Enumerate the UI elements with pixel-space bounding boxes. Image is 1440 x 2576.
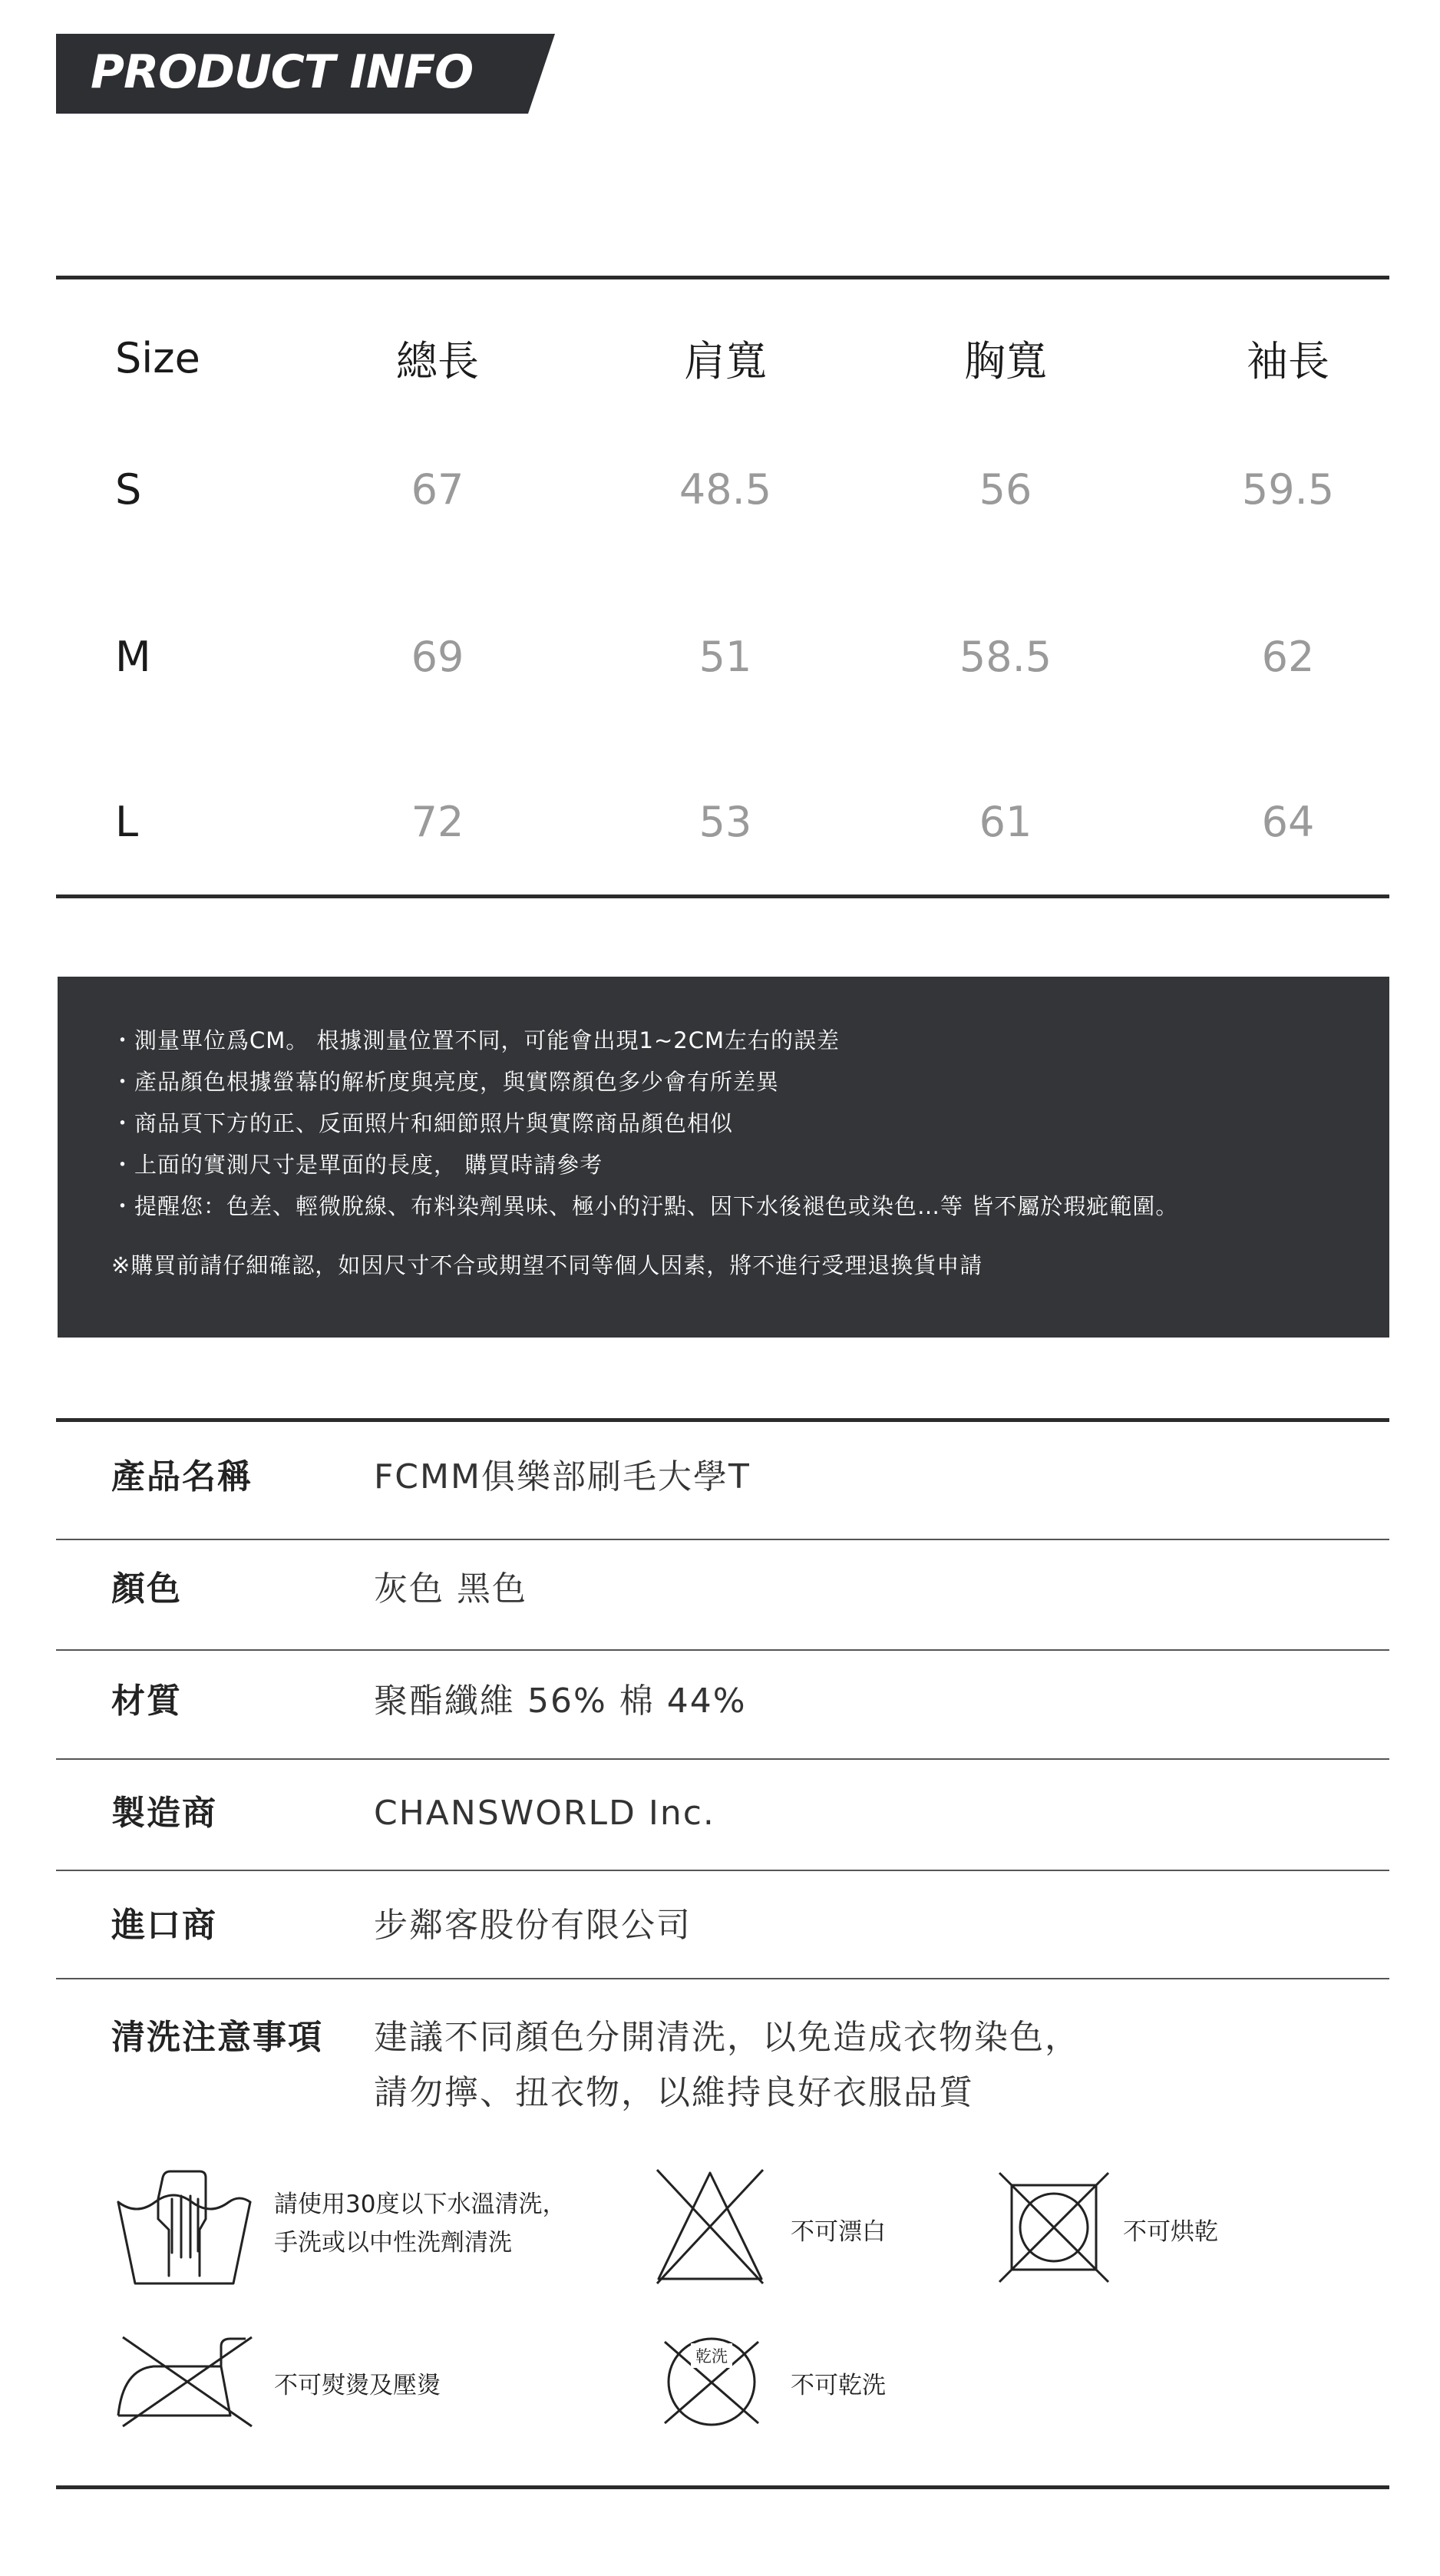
no-dry-clean-text: 不可乾洗 bbox=[791, 2372, 886, 2399]
info-table-bottom-rule bbox=[56, 2485, 1389, 2489]
table-cell: 67 bbox=[411, 465, 464, 514]
info-table-top-rule bbox=[56, 1418, 1389, 1422]
divider bbox=[56, 1870, 1389, 1871]
table-cell: 51 bbox=[699, 633, 752, 681]
notice-footer: ※購買前請仔細確認，如因尺寸不合或期望不同等個人因素，將不進行受理退換貨申請 bbox=[111, 1252, 983, 1278]
header-shoulder-width: 肩寬 bbox=[684, 337, 767, 385]
manufacturer-value: CHANSWORLD Inc. bbox=[374, 1794, 715, 1833]
care-line-1: 建議不同顏色分開清洗，以免造成衣物染色， bbox=[374, 2018, 1080, 2057]
header-sleeve-length: 袖長 bbox=[1247, 337, 1329, 385]
table-cell: 62 bbox=[1261, 633, 1315, 681]
notice-line: ・提醒您：色差、輕微脫線、布料染劑異味、極小的汙點、因下水後褪色或染色…等 皆不屬於瑕疵範圍。 bbox=[111, 1193, 1179, 1219]
product-info-banner bbox=[56, 34, 555, 114]
color-value: 灰色 黑色 bbox=[374, 1569, 527, 1609]
no-dry-clean-badge: 乾洗 bbox=[695, 2347, 728, 2366]
care-line-2: 請勿擰、扭衣物，以維持良好衣服品質 bbox=[374, 2073, 974, 2112]
notice-line: ・產品顏色根據螢幕的解析度與亮度，與實際顏色多少會有所差異 bbox=[111, 1069, 780, 1095]
table-cell: 56 bbox=[979, 465, 1032, 514]
product-name-value: FCMM俱樂部刷毛大學T bbox=[374, 1457, 751, 1496]
table-cell: 64 bbox=[1261, 798, 1315, 846]
importer-label: 進口商 bbox=[111, 1906, 217, 1945]
table-cell: 59.5 bbox=[1241, 465, 1335, 514]
no-bleach-text: 不可漂白 bbox=[791, 2218, 886, 2246]
notice-box bbox=[58, 977, 1389, 1338]
color-label: 顏色 bbox=[111, 1569, 182, 1609]
hand-wash-text-2: 手洗或以中性洗劑清洗 bbox=[274, 2229, 512, 2257]
no-bleach-icon bbox=[652, 2167, 768, 2286]
no-tumble-dry-text: 不可烘乾 bbox=[1123, 2218, 1218, 2246]
no-iron-text: 不可熨燙及壓燙 bbox=[274, 2372, 441, 2399]
divider bbox=[56, 1978, 1389, 1979]
product-name-label: 產品名稱 bbox=[111, 1457, 253, 1496]
manufacturer-label: 製造商 bbox=[111, 1794, 217, 1833]
table-row-size: M bbox=[115, 633, 151, 681]
table-cell: 58.5 bbox=[959, 633, 1052, 681]
notice-line: ・測量單位爲CM。 根據測量位置不同，可能會出現1~2CM左右的誤差 bbox=[111, 1027, 840, 1053]
table-cell: 69 bbox=[411, 633, 464, 681]
banner-title: PRODUCT INFO bbox=[91, 45, 474, 99]
notice-line: ・上面的實測尺寸是單面的長度， 購買時請參考 bbox=[111, 1152, 603, 1178]
size-table-top-rule bbox=[56, 276, 1389, 279]
header-chest-width: 胸寬 bbox=[964, 337, 1047, 385]
table-cell: 72 bbox=[411, 798, 464, 846]
table-cell: 61 bbox=[979, 798, 1032, 846]
hand-wash-text-1: 請使用30度以下水溫清洗， bbox=[274, 2191, 566, 2218]
header-total-length: 總長 bbox=[396, 337, 479, 385]
care-label: 清洗注意事項 bbox=[111, 2018, 323, 2057]
size-table-bottom-rule bbox=[56, 894, 1389, 898]
divider bbox=[56, 1758, 1389, 1760]
divider bbox=[56, 1539, 1389, 1540]
notice-line: ・商品頁下方的正、反面照片和細節照片與實際商品顏色相似 bbox=[111, 1110, 734, 1136]
importer-value: 步鄰客股份有限公司 bbox=[374, 1906, 692, 1945]
table-cell: 48.5 bbox=[679, 465, 772, 514]
material-label: 材質 bbox=[111, 1682, 182, 1721]
size-header: Size bbox=[115, 334, 200, 382]
no-tumble-dry-icon bbox=[996, 2170, 1111, 2285]
table-cell: 53 bbox=[699, 798, 752, 846]
hand-wash-icon bbox=[115, 2168, 253, 2291]
divider bbox=[56, 1649, 1389, 1651]
table-row-size: S bbox=[115, 465, 142, 514]
table-row-size: L bbox=[115, 798, 139, 846]
no-iron-icon bbox=[115, 2331, 257, 2431]
material-value: 聚酯纖維 56% 棉 44% bbox=[374, 1682, 747, 1721]
